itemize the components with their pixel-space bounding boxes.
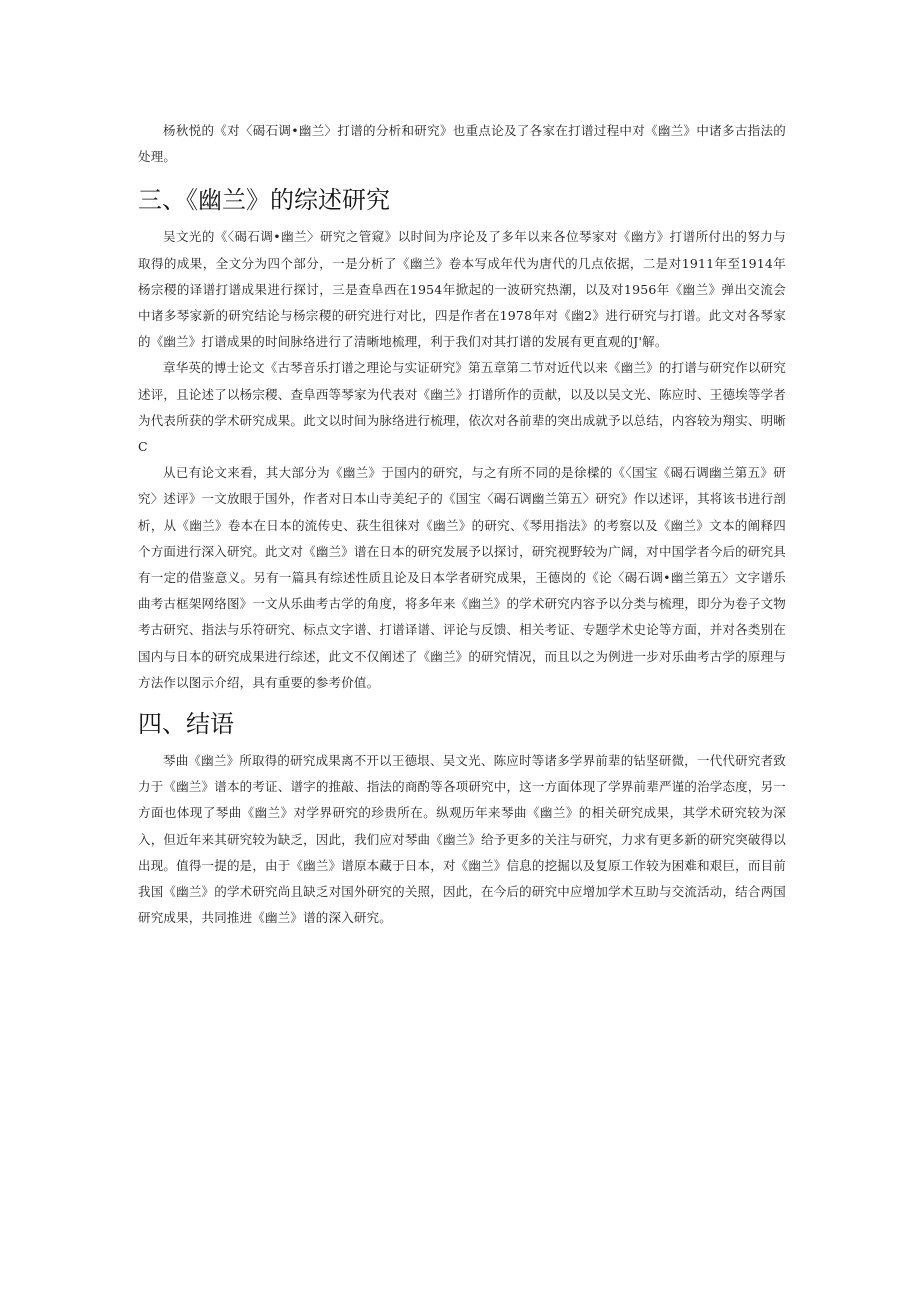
- section3-paragraph-1: 吴文光的《〈碣石调•幽兰〉研究之管窥》以时间为序论及了多年以来各位琴家对《幽方》打谱所付出的努力与取得的成果，全文分为四个部分，一是分析了《幽兰》卷本写成年代为唐代的几点依据，二是对1911年至1914年杨宗稷的译谱打谱成果进行探讨，三是查阜西在1954年掀起的一波研究热潮，以及对1956年《幽兰》弹出交流会中诸多琴家新的研究结论与杨宗稷的研究进行对比，四是作者在1978年对《幽2》进行研究与打谱。此文对各琴家的《幽兰》打谱成果的时间脉络进行了清晰地梳理，利于我们对其打谱的发展有更直观的J'解。: [138, 229, 786, 350]
- intro-paragraph: 杨秋悦的《对〈碣石调•幽兰〉打谱的分析和研究》也重点论及了各家在打谱过程中对《幽兰》中诸多古指法的处理。: [138, 123, 786, 165]
- section-heading-4: 四、结语: [138, 710, 234, 739]
- section3-paragraph-2: 章华英的博士论文《古琴音乐打谱之理论与实证研究》第五章第二节对近代以来《幽兰》的打谱与研究作以研究述评，且论述了以杨宗稷、查阜西等琴家为代表对《幽兰》打谱所作的贡献，以及以吴文光、陈应时、王德埃等学者为代表所获的学术研究成果。此文以时间为脉络进行梳理，依次对各前辈的突出成就予以总结，内容较为翔实、明晰C: [138, 360, 786, 455]
- document-body: [138, 118, 786, 931]
- section4-paragraph-1: 琴曲《幽兰》所取得的研究成果离不开以王德垠、吴文光、陈应时等诸多学界前辈的钻坚研微，一代代研究者致力于《幽兰》谱本的考证、谱字的推敲、指法的商酌等各项研究中，这一方面体现了学界前辈严谨的治学态度，另一方面也体现了琴曲《幽兰》对学界研究的珍贵所在。纵观历年来琴曲《幽兰》的相关研究成果，其学术研究较为深入，但近年来其研究较为缺乏，因此，我们应对琴曲《幽兰》给予更多的关注与研究，力求有更多新的研究突破得以出现。值得一提的是，由于《幽兰》谱原本藏于日本，对《幽兰》信息的挖掘以及复原工作较为困难和艰巨，而目前我国《幽兰》的学术研究尚且缺乏对国外研究的关照，因此，在今后的研究中应增加学术互助与交流活动，结合两国研究成果，共同推进《幽兰》谱的深入研究。: [138, 753, 786, 926]
- section3-paragraph-3: 从已有论文来看，其大部分为《幽兰》于国内的研究，与之有所不同的是徐樑的《〈国宝《碣石调幽兰第五》研究〉述评》一文放眼于国外，作者对日本山寺美纪子的《国宝〈碣石调幽兰第五〉研究》作以述评，其将该书进行剖析，从《幽兰》卷本在日本的流传史、荻生徂徕对《幽兰》的研究、《琴用指法》的考察以及《幽兰》文本的阐释四个方面进行深入研究。此文对《幽兰》谱在日本的研究发展予以探讨，研究视野较为广阔，对中国学者今后的研究具有一定的借鉴意义。另有一篇具有综述性质且论及日本学者研究成果，王德岗的《论〈碣石调•幽兰第五〉文字谱乐曲考古框架网络图》一文从乐曲考古学的角度，将多年来《幽兰》的学术研究内容予以分类与梳理，即分为卷子文物考古研究、指法与乐符研究、标点文字谱、打谱译谱、评论与反馈、相关考证、专题学术史论等方面，并对各类别在国内与日本的研究成果进行综述，此文不仅阐述了《幽兰》的研究情况，而且以之为例进一步对乐曲考古学的原理与方法作以图示介绍，具有重要的参考价值。: [138, 465, 786, 690]
- section-heading-3: 三、《幽兰》的综述研究: [138, 186, 390, 215]
